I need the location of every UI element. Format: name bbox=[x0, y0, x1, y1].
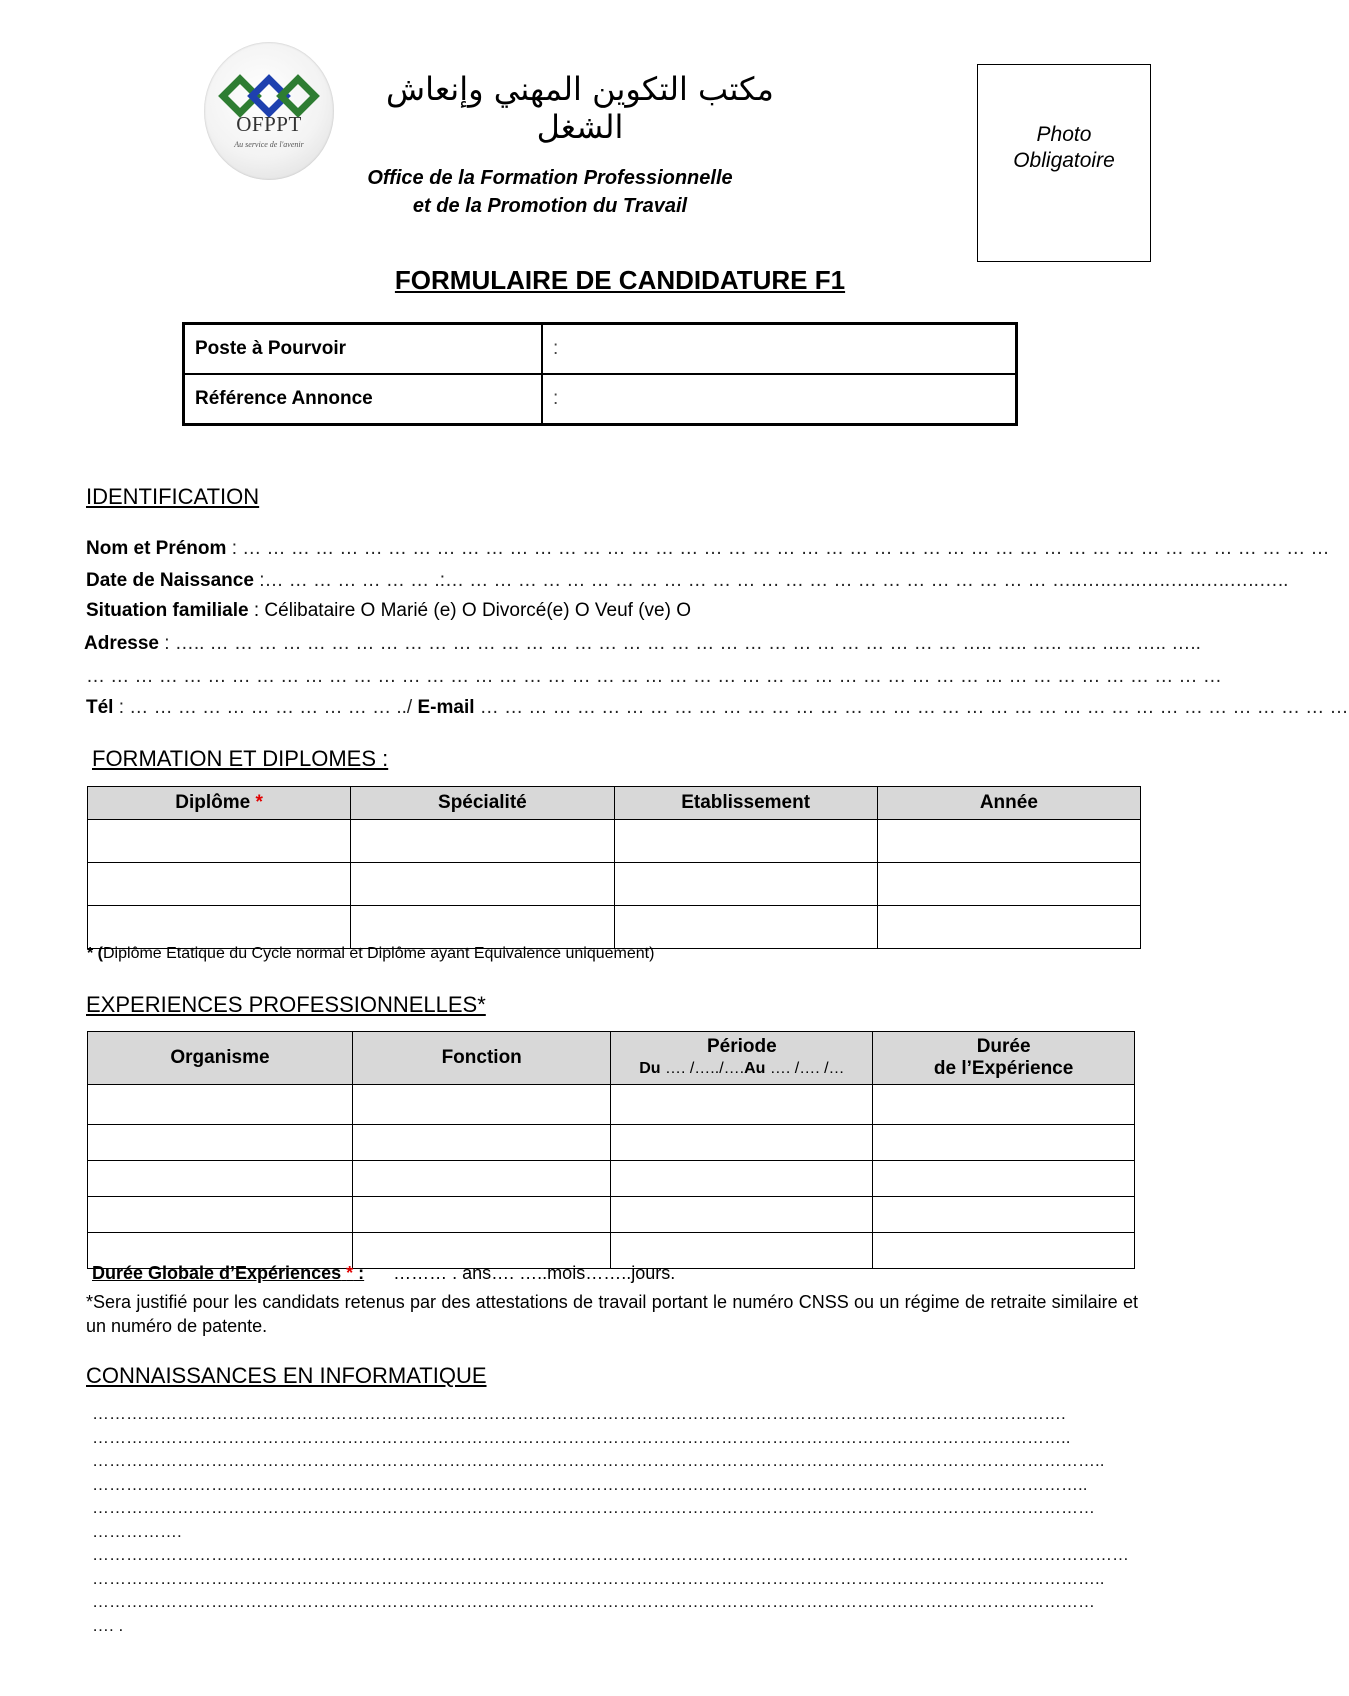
table-cell[interactable] bbox=[614, 906, 877, 949]
col-specialite: Spécialité bbox=[351, 787, 614, 820]
adresse-dots: : ….. … … … … … … … … … … … … … … … … … … … … … … … … … … … … … … … ….. ….. ….. ….. ….. ….. ….. bbox=[159, 633, 1201, 654]
table-cell[interactable] bbox=[873, 1125, 1135, 1161]
table-cell[interactable] bbox=[877, 820, 1140, 863]
table-cell[interactable] bbox=[351, 820, 614, 863]
tel-dots: : … … … … … … … … … … … ../ bbox=[113, 697, 418, 718]
duree-globale-field[interactable] bbox=[92, 1263, 675, 1284]
office-line-2: et de la Promotion du Travail bbox=[412, 195, 688, 217]
table-row bbox=[88, 906, 1141, 949]
periode-sub bbox=[612, 1058, 871, 1080]
reference-field[interactable]: : bbox=[542, 374, 1017, 425]
periode-dates-1: …. /…../…. bbox=[660, 1060, 745, 1077]
table-cell[interactable] bbox=[88, 1197, 353, 1233]
office-line-1: Office de la Formation Professionnelle bbox=[367, 167, 733, 189]
logo-tagline: Au service de l'avenir bbox=[234, 140, 304, 149]
form-title: FORMULAIRE DE CANDIDATURE F1 bbox=[394, 265, 846, 295]
dot-line: ……………………………………………………………………………………………………………………………………………………….. bbox=[92, 1427, 1071, 1447]
dot-line: …………………………………………………………………………………………………………………………………………………………….. bbox=[92, 1451, 1105, 1470]
adresse-line-2[interactable] bbox=[86, 666, 1222, 688]
periode-au: Au bbox=[744, 1060, 766, 1077]
table-cell[interactable] bbox=[614, 863, 877, 906]
periode-label: Période bbox=[707, 1036, 777, 1057]
adresse-dots-2: … … … … … … … … … … … … … … … … … … … … … … … … … … … … … … … … … … … … … … … … … … … … … … … bbox=[86, 666, 1222, 687]
table-row bbox=[88, 820, 1141, 863]
date-dots: :… … … … … … … .:… … … … … … … … … … … … … … … … … … … … … … … … … …..…..…..…..…..…..…..….. bbox=[253, 570, 1289, 591]
table-cell[interactable] bbox=[88, 863, 351, 906]
table-row bbox=[88, 863, 1141, 906]
table-cell[interactable] bbox=[877, 906, 1140, 949]
table-row bbox=[184, 324, 1017, 375]
duree-globale-colon: : bbox=[353, 1263, 365, 1283]
dot-line: ………………………………………………………………………………………………………………………………………………………………… bbox=[92, 1545, 1129, 1564]
dot-line: …………………………………………………………………………………………………………………………………………………………… bbox=[92, 1592, 1095, 1611]
informatique-heading: CONNAISSANCES EN INFORMATIQUE bbox=[86, 1363, 487, 1388]
experiences-table bbox=[87, 1031, 1135, 1269]
table-cell[interactable] bbox=[614, 820, 877, 863]
col-diplome-label: Diplôme bbox=[175, 792, 251, 813]
logo-text: OFPPT bbox=[236, 112, 302, 136]
table-cell[interactable] bbox=[352, 1197, 611, 1233]
dot-line: …………………………………………………………………………………………………………………………………………………………… bbox=[92, 1498, 1095, 1517]
poste-table bbox=[182, 322, 1018, 426]
table-cell[interactable] bbox=[873, 1085, 1135, 1125]
dot-line: ……………. bbox=[92, 1521, 182, 1541]
table-cell[interactable] bbox=[351, 863, 614, 906]
duree-sub: de l’Expérience bbox=[933, 1058, 1074, 1079]
table-cell[interactable] bbox=[611, 1161, 873, 1197]
poste-label: Poste à Pourvoir bbox=[184, 324, 543, 375]
table-cell[interactable] bbox=[611, 1085, 873, 1125]
col-diplome bbox=[88, 787, 351, 820]
table-cell[interactable] bbox=[88, 820, 351, 863]
duree-globale-value: ……… . ans…. …..mois……..jours. bbox=[393, 1263, 676, 1283]
reference-label: Référence Annonce bbox=[184, 374, 543, 425]
situation-label: Situation familiale bbox=[86, 600, 249, 621]
justification-note: *Sera justifié pour les candidats retenus par des attestations de travail portant le numéro CNSS ou un régime de retraite similaire et un numéro de patente. bbox=[86, 1292, 1138, 1336]
table-header-row bbox=[88, 787, 1141, 820]
required-mark: * bbox=[255, 792, 263, 813]
nom-label: Nom et Prénom bbox=[86, 538, 227, 559]
required-mark: * bbox=[346, 1263, 354, 1283]
table-cell[interactable] bbox=[88, 1161, 353, 1197]
ofppt-logo bbox=[204, 42, 334, 180]
note-star: * ( bbox=[87, 945, 103, 962]
adresse-field[interactable] bbox=[84, 633, 1201, 655]
tel-email-field[interactable] bbox=[86, 697, 1349, 719]
table-row bbox=[88, 1161, 1135, 1197]
col-duree bbox=[873, 1032, 1135, 1085]
table-cell[interactable] bbox=[352, 1125, 611, 1161]
table-cell[interactable] bbox=[873, 1233, 1135, 1269]
email-label: E-mail bbox=[417, 697, 475, 718]
table-row bbox=[88, 1125, 1135, 1161]
nom-dots: : … … … … … … … … … … … … … … … … … … … … … … … … … … … … … … … … … … … … … … … … … … … … … bbox=[226, 538, 1330, 559]
note-text: Diplôme Etatique du Cycle normal et Diplôme ayant Equivalence uniquement) bbox=[103, 945, 655, 962]
table-cell[interactable] bbox=[351, 906, 614, 949]
email-dots: … … … … … … … … … … … … … … … … … … … … … … … … … … … … … … … … … … … … bbox=[474, 697, 1349, 718]
situation-options: : Célibataire O Marié (e) O Divorcé(e) O Veuf (ve) O bbox=[248, 600, 691, 621]
photo-label bbox=[977, 122, 1151, 174]
date-label: Date de Naissance bbox=[86, 570, 254, 591]
identification-heading: IDENTIFICATION bbox=[86, 484, 260, 509]
informatique-field[interactable] bbox=[92, 1402, 1142, 1637]
col-periode bbox=[611, 1032, 873, 1085]
formation-heading: FORMATION ET DIPLOMES : bbox=[92, 746, 389, 771]
dot-line: …. . bbox=[92, 1615, 124, 1635]
table-cell[interactable] bbox=[88, 906, 351, 949]
col-fonction: Fonction bbox=[352, 1032, 611, 1085]
office-name bbox=[330, 164, 770, 220]
table-header-row bbox=[88, 1032, 1135, 1085]
col-organisme: Organisme bbox=[88, 1032, 353, 1085]
dot-line: …………………………………………………………………………………………………………………………………………………………….. bbox=[92, 1568, 1105, 1588]
table-cell[interactable] bbox=[873, 1197, 1135, 1233]
table-row bbox=[88, 1085, 1135, 1125]
table-cell[interactable] bbox=[611, 1197, 873, 1233]
table-cell[interactable] bbox=[611, 1125, 873, 1161]
dot-line: ………………………………………………………………………………………………………………………………………………………….. bbox=[92, 1474, 1088, 1494]
duree-globale-label bbox=[92, 1263, 364, 1283]
nom-field[interactable] bbox=[86, 538, 1330, 560]
col-annee: Année bbox=[877, 787, 1140, 820]
table-row bbox=[184, 374, 1017, 425]
adresse-label: Adresse bbox=[84, 633, 159, 654]
table-cell[interactable] bbox=[352, 1161, 611, 1197]
photo-label-line-2: Obligatoire bbox=[1013, 149, 1115, 172]
periode-du: Du bbox=[639, 1060, 661, 1077]
photo-label-line-1: Photo bbox=[1036, 123, 1092, 146]
situation-familiale-field[interactable] bbox=[86, 600, 691, 622]
tel-label: Tél bbox=[86, 697, 114, 718]
formation-table bbox=[87, 786, 1141, 949]
date-naissance-field[interactable] bbox=[86, 570, 1288, 592]
table-cell[interactable] bbox=[88, 1125, 353, 1161]
duree-label: Durée bbox=[976, 1036, 1031, 1057]
formation-note bbox=[87, 945, 654, 963]
experiences-heading: EXPERIENCES PROFESSIONNELLES* bbox=[86, 992, 486, 1017]
dot-line: ………………………………………………………………………………………………………………………………………………………. bbox=[92, 1404, 1066, 1423]
table-cell[interactable] bbox=[88, 1085, 353, 1125]
table-cell[interactable] bbox=[877, 863, 1140, 906]
table-cell[interactable] bbox=[873, 1161, 1135, 1197]
table-cell[interactable] bbox=[352, 1085, 611, 1125]
arabic-title: مكتب التكوين المهني وإنعاش الشغل bbox=[386, 70, 774, 146]
duree-globale-label-text: Durée Globale d’Expériences bbox=[92, 1263, 342, 1283]
periode-dates-2: …. /…. /… bbox=[765, 1060, 845, 1077]
col-etablissement: Etablissement bbox=[614, 787, 877, 820]
table-row bbox=[88, 1197, 1135, 1233]
poste-field[interactable]: : bbox=[542, 324, 1017, 375]
